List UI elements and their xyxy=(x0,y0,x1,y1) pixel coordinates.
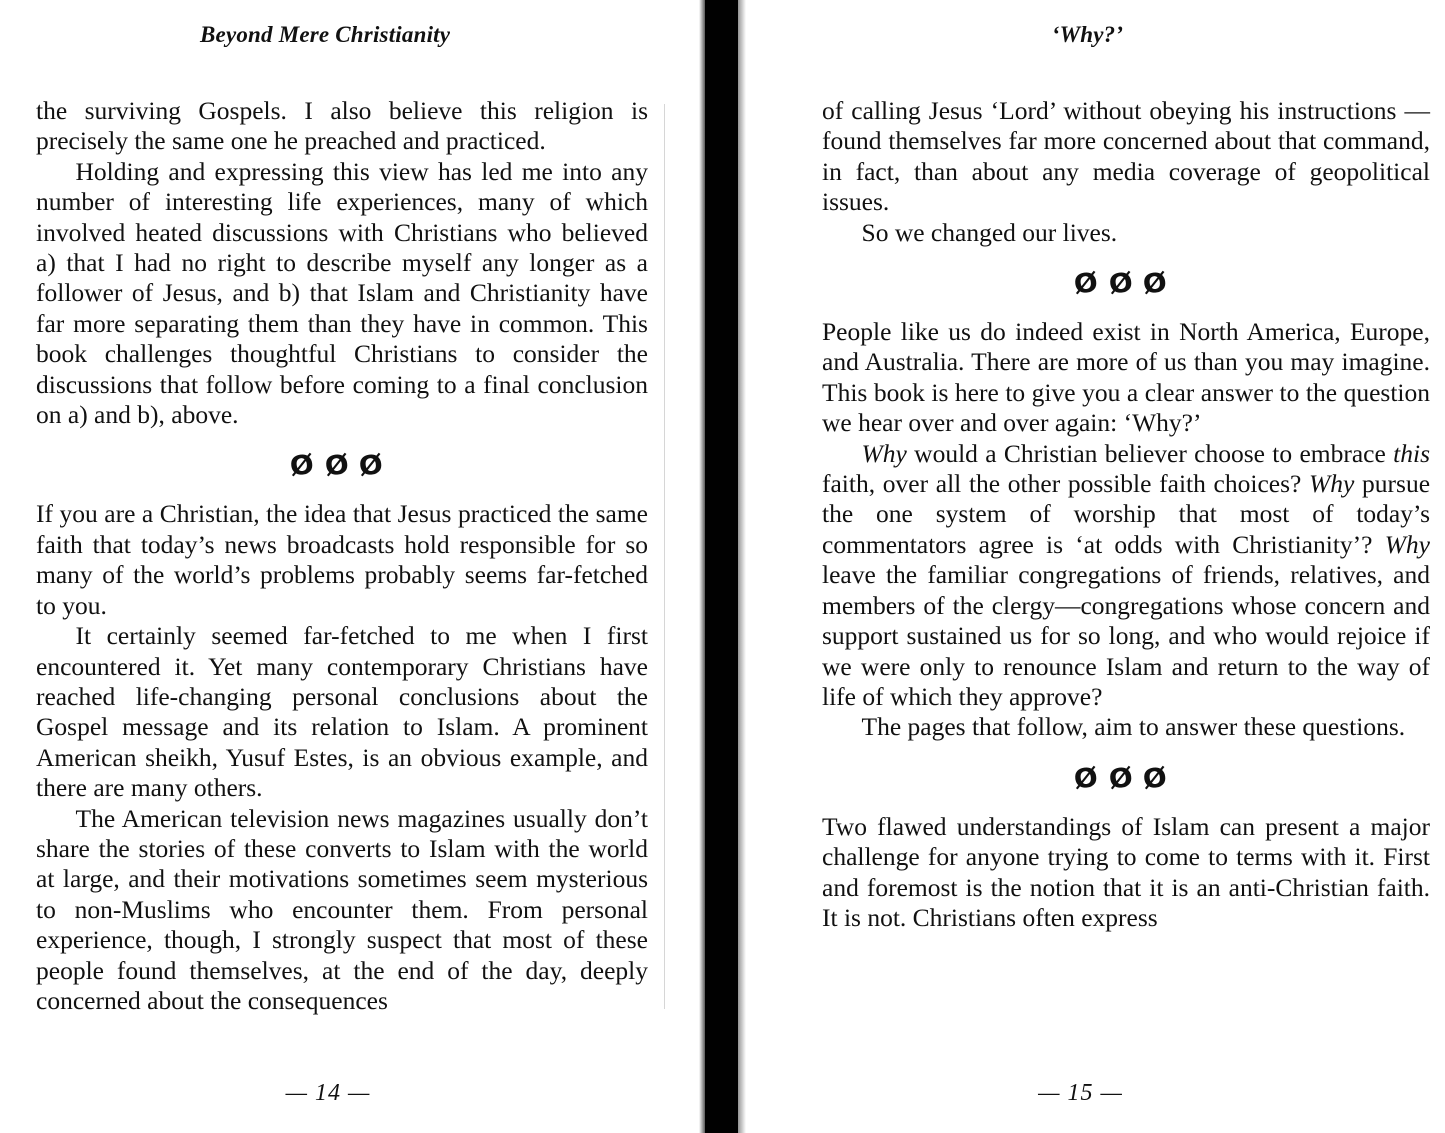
body-paragraph: the surviving Gospels. I also believe this religion is precisely the same one he preached and practiced. xyxy=(36,96,648,156)
body-paragraph: of calling Jesus ‘Lord’ without obeying his instructions — found themselves far more concerned about that command, in fact, than about any media coverage of geopolitical issues. xyxy=(822,96,1430,217)
emphasis-text: Why xyxy=(1309,469,1355,499)
body-paragraph: The pages that follow, aim to answer these questions. xyxy=(861,712,1406,742)
section-divider-ornament xyxy=(822,250,1430,316)
body-paragraph: Holding and expressing this view has led me into any number of interesting life experiences, many of which involved heated discussions with Christians who believed a) that I had no right to describe myself any longer as a follower of Jesus, and b) that Islam and Christianity have far more separating them than they have in common. This book challenges thoughtful Christians to consider the discussions that follow before coming to a final conclusion on a) and b), above. xyxy=(36,156,648,430)
ornament-glyph-icon: Ø xyxy=(357,447,397,483)
running-head-left: Beyond Mere Christianity xyxy=(200,22,451,47)
ornament-glyph-icon: Ø xyxy=(1141,759,1181,796)
section-divider-ornament xyxy=(36,432,648,498)
section-divider-ornament xyxy=(822,744,1430,810)
body-paragraph: People like us do indeed exist in North America, Europe, and Australia. There are more of us than you may imagine. This book is here to give you a clear answer to the question we hear over and over again: ‘Why?’ xyxy=(822,317,1430,438)
body-paragraph: The American television news magazines usually don’t share the stories of these converts to Islam with the world at large, and their motivations sometimes seem mysterious to non-Muslims who encounter them. From personal experience, though, I strongly suspect that most of these people found themselves, at the end of the day, deeply concerned about the consequences xyxy=(36,803,648,1015)
ornament-glyph-icon: Ø xyxy=(1071,264,1111,301)
body-text: would a Christian believer choose to embrace xyxy=(906,438,1394,468)
emphasis-text: Why xyxy=(861,438,907,468)
body-text: leave the familiar congregations of friends, relatives, and members of the clergy—congregations whose concern and support sustained us for so long, and who would rejoice if we were only to renounce Islam and return to the way of life of which they approve? xyxy=(822,560,1430,711)
ornament-glyph-icon: Ø xyxy=(1071,759,1111,796)
page-right xyxy=(746,0,1445,1133)
ornament-glyph-icon: Ø xyxy=(1106,264,1146,301)
body-paragraph xyxy=(822,439,1430,713)
ornament-glyph-icon: Ø xyxy=(287,447,327,483)
page-number-right: — 15 — xyxy=(1038,1080,1123,1106)
page-left xyxy=(0,0,700,1133)
emphasis-text: Why xyxy=(1384,529,1430,559)
text-column-right xyxy=(822,96,1430,933)
ornament-glyph-icon: Ø xyxy=(1141,264,1181,301)
body-paragraph: So we changed our lives. xyxy=(861,217,1118,247)
ornament-glyph-icon: Ø xyxy=(1106,759,1146,796)
ornament-glyph-icon: Ø xyxy=(322,447,362,483)
body-text: pursue the one system of worship that most of today’s commentators agree is ‘at odds with Christianity’? xyxy=(822,469,1431,559)
body-text: faith, over all the other possible faith choices? xyxy=(822,469,1310,499)
body-paragraph: Two flawed understandings of Islam can present a major challenge for anyone trying to come to terms with it. First and foremost is the notion that it is an anti-Christian faith. It is not. Christians often express xyxy=(822,811,1430,932)
body-paragraph: It certainly seemed far-fetched to me when I first encountered it. Yet many contemporary Christians have reached life-changing personal conclusions about the Gospel message and its relation to Islam. A prominent American sheikh, Yusuf Estes, is an obvious example, and there are many others. xyxy=(36,621,648,803)
emphasis-text: this xyxy=(1393,438,1430,468)
text-column-left xyxy=(36,96,648,1016)
running-head-right: ‘Why?’ xyxy=(1051,22,1124,47)
gutter-shadow-right xyxy=(738,0,746,1133)
page-number-left: — 14 — xyxy=(285,1080,371,1106)
body-paragraph: If you are a Christian, the idea that Jesus practiced the same faith that today’s news broadcasts hold responsible for so many of the world’s problems probably seems far-fetched to you. xyxy=(36,499,648,620)
book-gutter xyxy=(705,0,738,1133)
